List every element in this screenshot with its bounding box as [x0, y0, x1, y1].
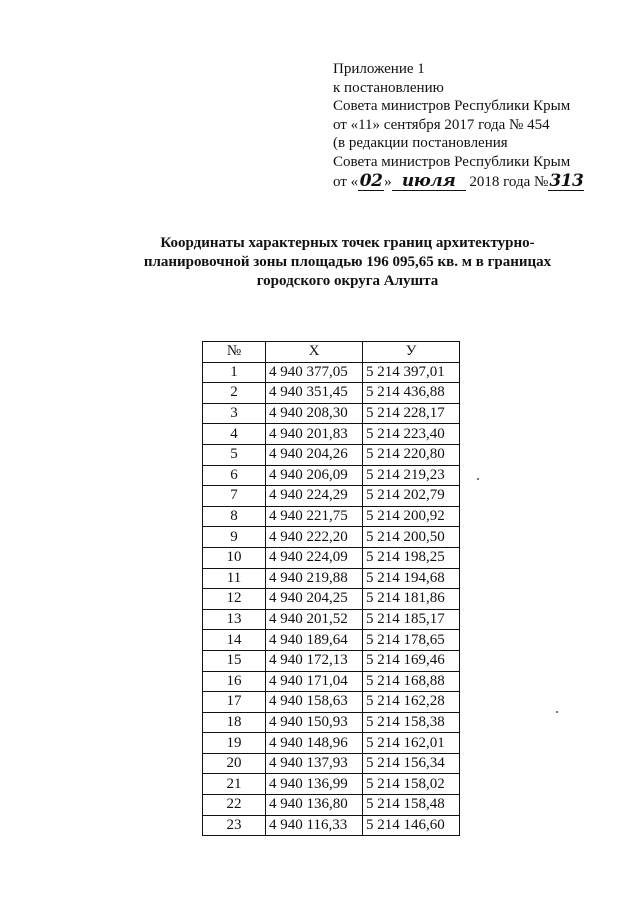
cell-y: 5 214 228,17 [363, 403, 460, 424]
cell-number: 17 [203, 692, 266, 713]
cell-x: 4 940 116,33 [266, 815, 363, 836]
cell-number: 2 [203, 383, 266, 404]
cell-number: 15 [203, 650, 266, 671]
cell-x: 4 940 204,26 [266, 444, 363, 465]
cell-y: 5 214 156,34 [363, 753, 460, 774]
table-row [203, 465, 460, 486]
table-row [203, 362, 460, 383]
scan-speck [477, 478, 479, 480]
header-line: Совета министров Республики Крым [333, 98, 571, 115]
date-year-text: 2018 года № [469, 173, 549, 190]
cell-x: 4 940 377,05 [266, 362, 363, 383]
cell-x: 4 940 201,52 [266, 609, 363, 630]
date-prefix: от « [333, 173, 359, 190]
cell-x: 4 940 136,80 [266, 795, 363, 816]
cell-number: 11 [203, 568, 266, 589]
cell-y: 5 214 202,79 [363, 486, 460, 507]
cell-number: 21 [203, 774, 266, 795]
cell-x: 4 940 201,83 [266, 424, 363, 445]
cell-x: 4 940 172,13 [266, 650, 363, 671]
scan-speck [556, 711, 558, 713]
cell-x: 4 940 208,30 [266, 403, 363, 424]
cell-y: 5 214 158,48 [363, 795, 460, 816]
table-row [203, 547, 460, 568]
table-row [203, 424, 460, 445]
handwritten-number: 313 [549, 170, 584, 191]
cell-x: 4 940 351,45 [266, 383, 363, 404]
cell-number: 9 [203, 527, 266, 548]
table-row [203, 692, 460, 713]
table-row [203, 815, 460, 836]
cell-x: 4 940 222,20 [266, 527, 363, 548]
cell-number: 10 [203, 547, 266, 568]
cell-x: 4 940 221,75 [266, 506, 363, 527]
cell-y: 5 214 198,25 [363, 547, 460, 568]
handwritten-day: 02 [359, 170, 383, 191]
cell-y: 5 214 178,65 [363, 630, 460, 651]
cell-y: 5 214 200,50 [363, 527, 460, 548]
cell-x: 4 940 171,04 [266, 671, 363, 692]
coordinates-table [202, 341, 460, 836]
cell-y: 5 214 181,86 [363, 589, 460, 610]
cell-y: 5 214 436,88 [363, 383, 460, 404]
table-row [203, 486, 460, 507]
cell-number: 6 [203, 465, 266, 486]
cell-x: 4 940 158,63 [266, 692, 363, 713]
cell-y: 5 214 194,68 [363, 568, 460, 589]
cell-y: 5 214 169,46 [363, 650, 460, 671]
cell-number: 16 [203, 671, 266, 692]
cell-x: 4 940 204,25 [266, 589, 363, 610]
cell-number: 7 [203, 486, 266, 507]
table-row [203, 506, 460, 527]
cell-number: 13 [203, 609, 266, 630]
cell-number: 18 [203, 712, 266, 733]
cell-y: 5 214 223,40 [363, 424, 460, 445]
cell-x: 4 940 224,09 [266, 547, 363, 568]
cell-number: 4 [203, 424, 266, 445]
cell-y: 5 214 397,01 [363, 362, 460, 383]
cell-number: 14 [203, 630, 266, 651]
document-title: Координаты характерных точек границ архитектурно-планировочной зоны площадью 196 095,65 кв. м в границах городского округа Алушта [143, 235, 552, 289]
header-date-line [333, 172, 584, 192]
cell-y: 5 214 219,23 [363, 465, 460, 486]
cell-x: 4 940 206,09 [266, 465, 363, 486]
cell-number: 22 [203, 795, 266, 816]
cell-y: 5 214 158,38 [363, 712, 460, 733]
cell-x: 4 940 219,88 [266, 568, 363, 589]
table-row [203, 712, 460, 733]
cell-number: 1 [203, 362, 266, 383]
header-number: № [203, 342, 266, 363]
appendix-header [333, 60, 584, 191]
table-row [203, 568, 460, 589]
header-line: от «11» сентября 2017 года № 454 [333, 116, 550, 133]
header-line: Приложение 1 [333, 61, 425, 77]
header-line: (в редакции постановления [333, 135, 508, 152]
cell-x: 4 940 136,99 [266, 774, 363, 795]
cell-x: 4 940 224,29 [266, 486, 363, 507]
cell-number: 20 [203, 753, 266, 774]
cell-number: 3 [203, 403, 266, 424]
header-line: Совета министров Республики Крым [333, 153, 571, 170]
cell-y: 5 214 185,17 [363, 609, 460, 630]
header-line: к постановлению [333, 79, 444, 96]
header-y: У [363, 342, 460, 363]
cell-y: 5 214 146,60 [363, 815, 460, 836]
table-row [203, 527, 460, 548]
cell-x: 4 940 137,93 [266, 753, 363, 774]
table-row [203, 444, 460, 465]
table-row [203, 733, 460, 754]
cell-y: 5 214 162,28 [363, 692, 460, 713]
table-row [203, 630, 460, 651]
handwritten-month: июля [392, 172, 466, 192]
cell-number: 8 [203, 506, 266, 527]
cell-y: 5 214 168,88 [363, 671, 460, 692]
cell-y: 5 214 200,92 [363, 506, 460, 527]
table-header-row [203, 342, 460, 363]
table-row [203, 671, 460, 692]
table-row [203, 753, 460, 774]
cell-y: 5 214 220,80 [363, 444, 460, 465]
cell-x: 4 940 189,64 [266, 630, 363, 651]
table-row [203, 609, 460, 630]
cell-number: 12 [203, 589, 266, 610]
header-x: Х [266, 342, 363, 363]
cell-number: 5 [203, 444, 266, 465]
cell-x: 4 940 148,96 [266, 733, 363, 754]
table-row [203, 795, 460, 816]
date-quote-close: » [384, 173, 392, 190]
cell-number: 19 [203, 733, 266, 754]
table-row [203, 383, 460, 404]
table-row [203, 589, 460, 610]
cell-y: 5 214 158,02 [363, 774, 460, 795]
table-row [203, 774, 460, 795]
cell-x: 4 940 150,93 [266, 712, 363, 733]
cell-y: 5 214 162,01 [363, 733, 460, 754]
cell-number: 23 [203, 815, 266, 836]
table-row [203, 650, 460, 671]
table-row [203, 403, 460, 424]
